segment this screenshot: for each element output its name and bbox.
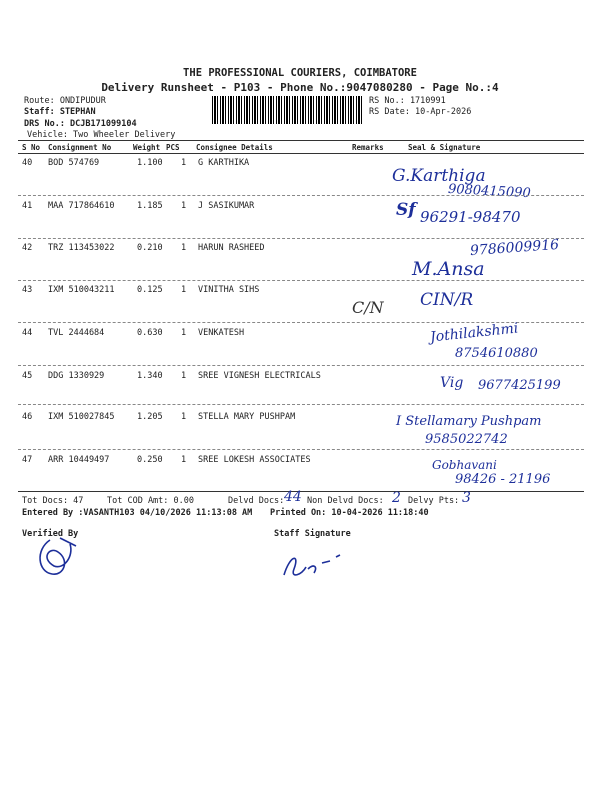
total-docs: Tot Docs: 47 xyxy=(22,496,84,506)
row-consignee: SREE LOKESH ASSOCIATES xyxy=(198,455,311,465)
handwritten-initials: Vig xyxy=(440,375,464,391)
staff-signature-label: Staff Signature xyxy=(274,529,351,539)
handwritten-phone: 9677425199 xyxy=(478,378,561,393)
row-consignee: VENKATESH xyxy=(198,328,245,338)
handwritten-phone: 9786009916 xyxy=(469,236,560,260)
row-sno: 45 xyxy=(22,371,33,381)
row-sno: 40 xyxy=(22,158,33,168)
staff-label: Staff: STEPHAN xyxy=(24,107,96,117)
row-divider xyxy=(18,404,584,405)
row-pcs: 1 xyxy=(181,243,187,253)
drs-label: DRS No.: DCJB171099104 xyxy=(24,119,137,129)
row-consignee: G KARTHIKA xyxy=(198,158,250,168)
handwritten-phone: 9080415090 xyxy=(447,181,532,202)
rs-date: RS Date: 10-Apr-2026 xyxy=(369,107,472,117)
row-weight: 1.185 xyxy=(137,201,163,211)
handwritten-remark: C/N xyxy=(352,298,384,317)
handwritten-name: Jothilakshmi xyxy=(429,320,520,346)
row-consignee: STELLA MARY PUSHPAM xyxy=(198,412,296,422)
handwritten-phone: 9585022742 xyxy=(425,432,508,447)
row-weight: 1.205 xyxy=(137,412,163,422)
row-consignment: IXM 510043211 xyxy=(48,285,115,295)
handwritten-initials: Sf xyxy=(396,200,416,220)
row-pcs: 1 xyxy=(181,328,187,338)
header-top-line xyxy=(18,140,584,141)
handwritten-name: I Stellamary Pushpam xyxy=(396,414,542,429)
row-pcs: 1 xyxy=(181,158,187,168)
row-divider xyxy=(18,238,584,239)
delivered-docs-value: 44 xyxy=(284,489,302,505)
delivered-docs-label: Delvd Docs: xyxy=(228,496,285,506)
row-sno: 46 xyxy=(22,412,33,422)
row-weight: 0.630 xyxy=(137,328,163,338)
delivery-points-label: Delvy Pts: xyxy=(408,496,460,506)
row-consignment: DDG 1330929 xyxy=(48,371,105,381)
row-divider xyxy=(18,365,584,366)
col-weight: Weight xyxy=(133,143,161,152)
row-consignee: SREE VIGNESH ELECTRICALS xyxy=(198,371,321,381)
row-consignment: BOD 574769 xyxy=(48,158,100,168)
non-delivered-docs-value: 2 xyxy=(392,490,401,506)
col-sno: S No xyxy=(22,143,41,152)
vehicle-label: Vehicle: Two Wheeler Delivery xyxy=(27,130,176,140)
barcode-image xyxy=(212,96,362,124)
handwritten-phone: 8754610880 xyxy=(455,346,538,361)
col-consignment: Consignment No xyxy=(48,143,112,152)
route-label: Route: ONDIPUDUR xyxy=(24,96,106,106)
row-consignment: MAA 717864610 xyxy=(48,201,115,211)
row-consignment: TVL 2444684 xyxy=(48,328,105,338)
handwritten-phone: 98426 - 21196 xyxy=(455,472,551,487)
row-weight: 1.340 xyxy=(137,371,163,381)
col-consignee: Consignee Details xyxy=(196,143,273,152)
row-weight: 0.210 xyxy=(137,243,163,253)
row-consignee: HARUN RASHEED xyxy=(198,243,265,253)
row-sno: 43 xyxy=(22,285,33,295)
row-sno: 47 xyxy=(22,455,33,465)
row-weight: 0.125 xyxy=(137,285,163,295)
row-pcs: 1 xyxy=(181,455,187,465)
row-divider xyxy=(18,280,584,281)
row-sno: 44 xyxy=(22,328,33,338)
handwritten-name: Gobhavani xyxy=(432,458,497,472)
row-consignee: J SASIKUMAR xyxy=(198,201,255,211)
row-pcs: 1 xyxy=(181,371,187,381)
printed-on: Printed On: 10-04-2026 11:18:40 xyxy=(270,508,429,518)
verified-by-label: Verified By xyxy=(22,529,79,539)
col-remarks: Remarks xyxy=(352,143,384,152)
row-consignment: ARR 10449497 xyxy=(48,455,110,465)
rs-number: RS No.: 1710991 xyxy=(369,96,446,106)
total-cod: Tot COD Amt: 0.00 xyxy=(107,496,194,506)
row-sno: 42 xyxy=(22,243,33,253)
delivery-points-value: 3 xyxy=(462,490,471,506)
row-divider xyxy=(18,195,584,196)
handwritten-phone: 96291-98470 xyxy=(420,208,521,226)
header-bottom-line xyxy=(18,153,584,154)
row-consignment: IXM 510027845 xyxy=(48,412,115,422)
col-pcs: PCS xyxy=(166,143,180,152)
row-consignment: TRZ 113453022 xyxy=(48,243,115,253)
row-consignee: VINITHA SIHS xyxy=(198,285,260,295)
non-delivered-docs-label: Non Delvd Docs: xyxy=(307,496,384,506)
verified-signature-icon xyxy=(30,530,90,580)
row-sno: 41 xyxy=(22,201,33,211)
col-seal: Seal & Signature xyxy=(408,143,481,152)
row-divider xyxy=(18,449,584,450)
handwritten-remark: CIN/R xyxy=(420,290,474,310)
row-pcs: 1 xyxy=(181,412,187,422)
company-title: THE PROFESSIONAL COURIERS, COIMBATORE xyxy=(183,67,417,79)
row-pcs: 1 xyxy=(181,201,187,211)
staff-signature-icon xyxy=(278,545,358,585)
row-weight: 1.100 xyxy=(137,158,163,168)
handwritten-name: G.Karthiga xyxy=(392,166,486,186)
row-pcs: 1 xyxy=(181,285,187,295)
row-weight: 0.250 xyxy=(137,455,163,465)
handwritten-name: M.Ansa xyxy=(412,258,485,280)
entered-by: Entered By :VASANTH103 04/10/2026 11:13:08 AM xyxy=(22,508,253,518)
runsheet-title: Delivery Runsheet - P103 - Phone No.:9047080280 - Page No.:4 xyxy=(101,81,499,94)
